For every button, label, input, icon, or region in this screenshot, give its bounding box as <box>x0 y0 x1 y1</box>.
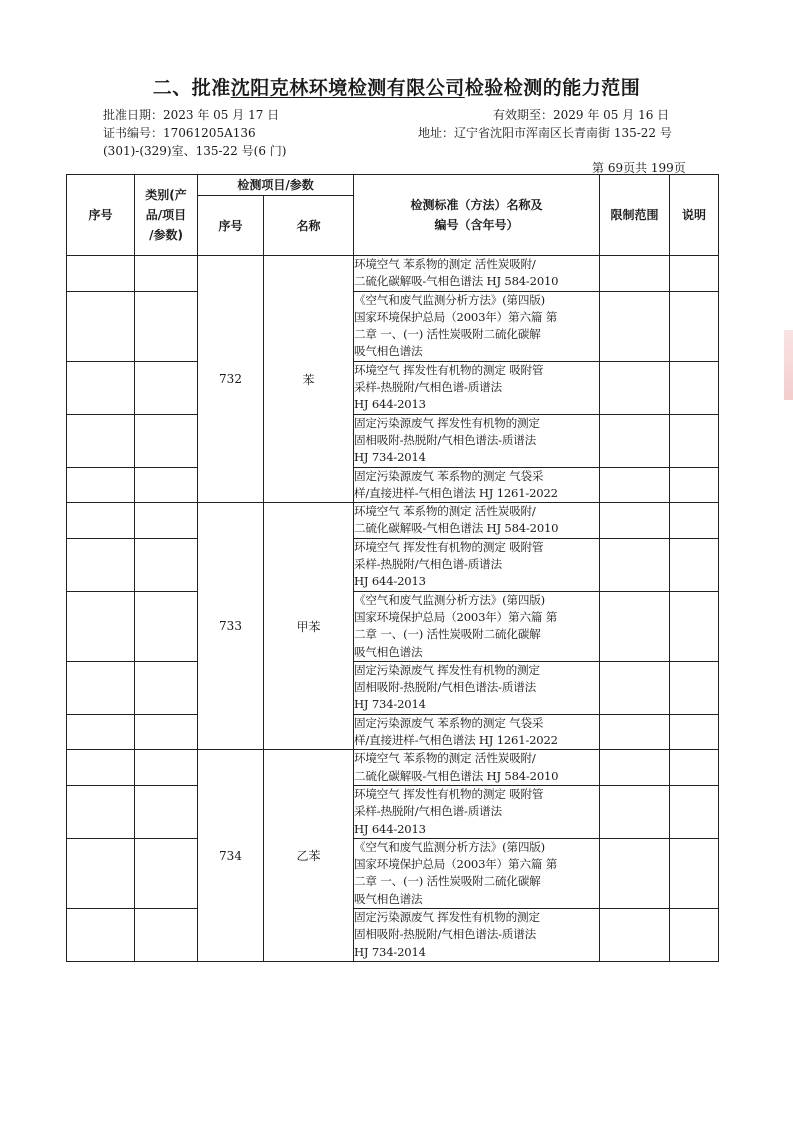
limit-cell <box>600 503 670 539</box>
table-row <box>67 838 719 908</box>
standard-cell <box>354 503 600 539</box>
standard-line: HJ 734-2014 <box>354 697 426 712</box>
limit-cell <box>600 361 670 414</box>
standard-line: 采样-热脱附/气相色谱-质谱法 <box>354 380 502 395</box>
standard-line: 环境空气 苯系物的测定 活性炭吸附/ <box>354 751 536 766</box>
table-row <box>67 591 719 661</box>
header-category <box>135 175 198 256</box>
seq-cell <box>67 414 135 467</box>
standard-line: 《空气和废气监测分析方法》(第四版) <box>354 592 545 607</box>
standard-cell <box>354 591 600 661</box>
limit-cell <box>600 908 670 961</box>
category-cell <box>135 414 198 467</box>
table-row <box>67 291 719 361</box>
standard-line: 采样-热脱附/气相色谱-质谱法 <box>354 557 502 572</box>
standard-line: 国家环境保护总局（2003年）第六篇 第 <box>354 609 558 624</box>
standard-line: 固定污染源废气 苯系物的测定 气袋采 <box>354 715 544 730</box>
note-cell <box>670 785 719 838</box>
limit-cell <box>600 467 670 503</box>
standard-line: HJ 644-2013 <box>354 574 426 589</box>
limit-cell <box>600 256 670 292</box>
standard-cell <box>354 908 600 961</box>
seq-cell <box>67 838 135 908</box>
standard-line: 二章 一、(一) 活性炭吸附二硫化碳解 <box>354 627 541 642</box>
title-prefix: 二、批准 <box>152 77 231 99</box>
standard-line: 二硫化碳解吸-气相色谱法 HJ 584-2010 <box>354 521 559 536</box>
seq-cell <box>67 503 135 539</box>
note-cell <box>670 661 719 714</box>
table-row <box>67 750 719 786</box>
note-cell <box>670 750 719 786</box>
standard-line: 采样-热脱附/气相色谱-质谱法 <box>354 804 502 819</box>
standard-line: 《空气和废气监测分析方法》(第四版) <box>354 839 545 854</box>
standard-line: 国家环境保护总局（2003年）第六篇 第 <box>354 857 558 872</box>
seq-cell <box>67 908 135 961</box>
standard-line: 样/直接进样-气相色谱法 HJ 1261-2022 <box>354 485 558 500</box>
category-cell <box>135 661 198 714</box>
standard-cell <box>354 291 600 361</box>
standard-line: HJ 644-2013 <box>354 397 426 412</box>
item-name-cell: 乙苯 <box>264 750 354 962</box>
standard-cell <box>354 414 600 467</box>
standard-line: 环境空气 挥发性有机物的测定 吸附管 <box>354 362 544 377</box>
limit-cell <box>600 750 670 786</box>
item-code-cell: 734 <box>198 750 264 962</box>
note-cell <box>670 467 719 503</box>
limit-cell <box>600 661 670 714</box>
header-limit: 限制范围 <box>600 175 670 256</box>
standard-line: 固相吸附-热脱附/气相色谱法-质谱法 <box>354 680 537 695</box>
limit-cell <box>600 414 670 467</box>
table-row <box>67 414 719 467</box>
table-row <box>67 503 719 539</box>
standard-line: 二章 一、(一) 活性炭吸附二硫化碳解 <box>354 327 541 342</box>
seq-cell <box>67 467 135 503</box>
seal-edge <box>784 330 793 400</box>
seq-cell <box>67 291 135 361</box>
address: 地址：辽宁省沈阳市浑南区长青南街 135-22 号 <box>418 126 672 140</box>
header-category-line: 类别(产 <box>145 188 187 202</box>
table-body <box>67 256 719 962</box>
note-cell <box>670 291 719 361</box>
item-name-cell: 苯 <box>264 256 354 503</box>
standard-line: 国家环境保护总局（2003年）第六篇 第 <box>354 309 558 324</box>
limit-cell <box>600 714 670 750</box>
table-header <box>67 175 719 256</box>
category-cell <box>135 503 198 539</box>
limit-cell <box>600 291 670 361</box>
standard-cell <box>354 661 600 714</box>
standard-cell <box>354 256 600 292</box>
standard-cell <box>354 838 600 908</box>
header-category-line: 品/项目 <box>145 208 187 222</box>
table-row <box>67 538 719 591</box>
note-cell <box>670 838 719 908</box>
standard-line: 固相吸附-热脱附/气相色谱法-质谱法 <box>354 432 537 447</box>
standard-line: 吸气相色谱法 <box>354 644 423 659</box>
table-row <box>67 361 719 414</box>
standard-line: 固定污染源废气 挥发性有机物的测定 <box>354 415 540 430</box>
item-code-cell: 733 <box>198 503 264 750</box>
header-item-seq: 序号 <box>198 196 264 256</box>
note-cell <box>670 256 719 292</box>
seq-cell <box>67 361 135 414</box>
table-row <box>67 785 719 838</box>
title-company: 沈阳克林环境检测有限公司 <box>230 77 465 99</box>
standard-line: 固定污染源废气 苯系物的测定 气袋采 <box>354 468 544 483</box>
note-cell <box>670 908 719 961</box>
category-cell <box>135 591 198 661</box>
category-cell <box>135 785 198 838</box>
standard-line: 环境空气 苯系物的测定 活性炭吸附/ <box>354 504 536 519</box>
standard-line: 环境空气 苯系物的测定 活性炭吸附/ <box>354 257 536 271</box>
note-cell <box>670 361 719 414</box>
seq-cell <box>67 785 135 838</box>
standard-line: HJ 734-2014 <box>354 944 426 959</box>
note-cell <box>670 714 719 750</box>
table-row <box>67 908 719 961</box>
standard-cell <box>354 361 600 414</box>
seq-cell <box>67 750 135 786</box>
certificate-number: 证书编号：17061205A136 <box>103 126 256 140</box>
seq-cell <box>67 538 135 591</box>
category-cell <box>135 838 198 908</box>
standard-line: 环境空气 挥发性有机物的测定 吸附管 <box>354 786 544 801</box>
standard-line: 固相吸附-热脱附/气相色谱法-质谱法 <box>354 927 537 942</box>
seq-cell <box>67 714 135 750</box>
note-cell <box>670 503 719 539</box>
valid-until: 有效期至：2029 年 05 月 16 日 <box>493 108 670 122</box>
standard-line: 吸气相色谱法 <box>354 891 423 906</box>
standard-cell <box>354 785 600 838</box>
capability-table <box>66 174 719 962</box>
limit-cell <box>600 538 670 591</box>
item-code-cell: 732 <box>198 256 264 503</box>
category-cell <box>135 538 198 591</box>
approval-date: 批准日期：2023 年 05 月 17 日 <box>103 108 280 122</box>
standard-cell <box>354 538 600 591</box>
header-item-name: 名称 <box>264 196 354 256</box>
address-continued: (301)-(329)室、135-22 号(6 门) <box>103 144 287 158</box>
standard-line: 固定污染源废气 挥发性有机物的测定 <box>354 909 540 924</box>
standard-line: HJ 734-2014 <box>354 450 426 465</box>
seq-cell <box>67 591 135 661</box>
header-seq: 序号 <box>67 175 135 256</box>
seq-cell <box>67 661 135 714</box>
note-cell <box>670 591 719 661</box>
title-suffix: 检验检测的能力范围 <box>464 77 641 99</box>
category-cell <box>135 908 198 961</box>
table-row <box>67 256 719 292</box>
standard-line: 二硫化碳解吸-气相色谱法 HJ 584-2010 <box>354 768 559 783</box>
table-row <box>67 467 719 503</box>
limit-cell <box>600 838 670 908</box>
limit-cell <box>600 591 670 661</box>
limit-cell <box>600 785 670 838</box>
table-row <box>67 661 719 714</box>
item-name-cell: 甲苯 <box>264 503 354 750</box>
standard-line: 环境空气 挥发性有机物的测定 吸附管 <box>354 539 544 554</box>
category-cell <box>135 750 198 786</box>
standard-cell <box>354 750 600 786</box>
category-cell <box>135 361 198 414</box>
note-cell <box>670 414 719 467</box>
header-standard-line: 编号（含年号） <box>434 218 519 232</box>
standard-cell <box>354 467 600 503</box>
page-title <box>0 73 793 100</box>
standard-line: HJ 644-2013 <box>354 821 426 836</box>
category-cell <box>135 291 198 361</box>
standard-line: 二章 一、(一) 活性炭吸附二硫化碳解 <box>354 874 541 889</box>
standard-line: 固定污染源废气 挥发性有机物的测定 <box>354 662 540 677</box>
header-item-group: 检测项目/参数 <box>198 175 354 196</box>
note-cell <box>670 538 719 591</box>
category-cell <box>135 467 198 503</box>
standard-cell <box>354 714 600 750</box>
page-info: 第 69页共 199页 <box>592 161 686 175</box>
standard-line: 二硫化碳解吸-气相色谱法 HJ 584-2010 <box>354 274 559 289</box>
header-standard <box>354 175 600 256</box>
standard-line: 样/直接进样-气相色谱法 HJ 1261-2022 <box>354 733 558 748</box>
seq-cell <box>67 256 135 292</box>
category-cell <box>135 256 198 292</box>
standard-line: 《空气和废气监测分析方法》(第四版) <box>354 292 545 307</box>
table-row <box>67 714 719 750</box>
header-category-line: /参数) <box>149 228 183 242</box>
category-cell <box>135 714 198 750</box>
standard-line: 吸气相色谱法 <box>354 344 423 359</box>
header-standard-line: 检测标准（方法）名称及 <box>410 198 543 212</box>
header-note: 说明 <box>670 175 719 256</box>
